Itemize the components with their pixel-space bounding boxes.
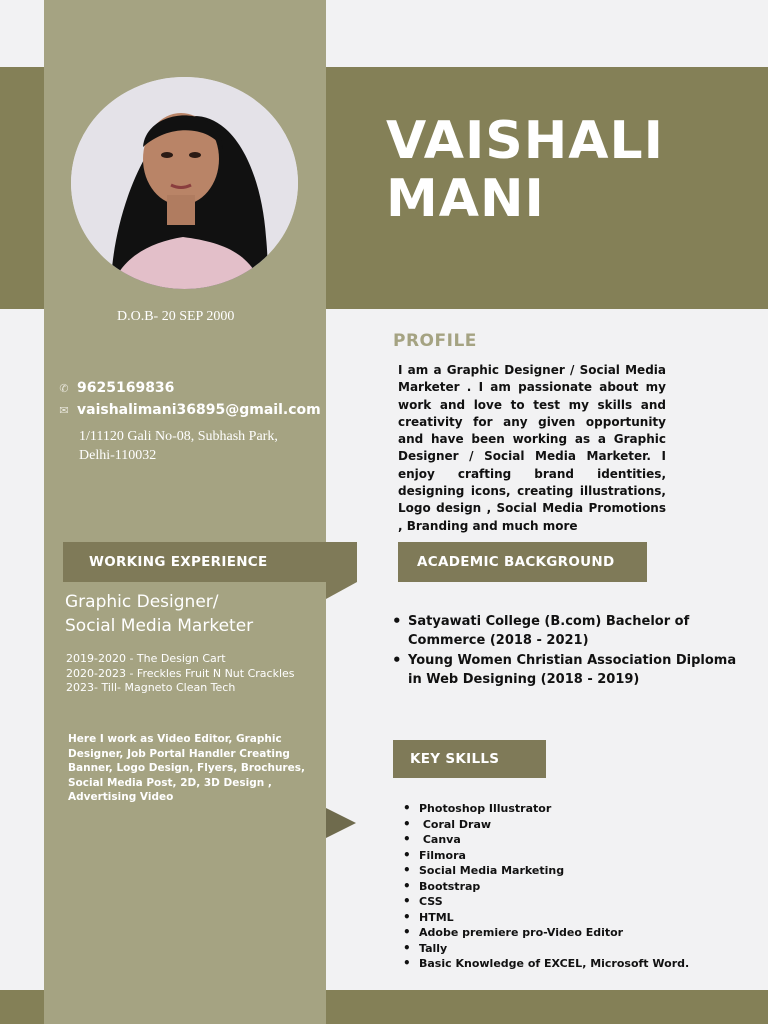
academic-list <box>390 612 750 690</box>
experience-ribbon-fold <box>326 582 357 599</box>
job-item: 2020-2023 - Freckles Fruit N Nut Crackles <box>66 666 295 680</box>
skill-item: • CSS <box>403 894 689 910</box>
skill-item: • Coral Draw <box>403 817 689 833</box>
academic-background-heading <box>398 542 647 582</box>
academic-background-label: ACADEMIC BACKGROUND <box>417 554 615 570</box>
skill-item: • Tally <box>403 941 689 957</box>
phone-icon: ✆ <box>59 381 69 395</box>
skill-item: • Photoshop Illustrator <box>403 801 689 817</box>
job-title <box>65 590 253 638</box>
profile-heading: PROFILE <box>393 331 477 351</box>
working-experience-label: WORKING EXPERIENCE <box>89 554 268 570</box>
job-description: Here I work as Video Editor, Graphic Designer, Job Portal Handler Creating Banner, Logo Design, Flyers, Brochures, Social Media Post, 2D, 3D Design , Advertising Video <box>68 733 305 803</box>
portrait-illustration <box>71 77 298 289</box>
name-line-2: MANI <box>386 169 545 229</box>
skill-item: • Basic Knowledge of EXCEL, Microsoft Word. <box>403 956 689 972</box>
skill-item: • Bootstrap <box>403 879 689 895</box>
skill-item: • Social Media Marketing <box>403 863 689 879</box>
academic-item: • Young Women Christian Association Diploma in Web Designing (2018 - 2019) <box>390 651 750 689</box>
phone-row <box>58 380 174 396</box>
phone-number: 9625169836 <box>77 380 175 396</box>
key-skills-heading <box>393 740 546 778</box>
candidate-name <box>386 112 664 228</box>
email-address: vaishalimani36895@gmail.com <box>77 402 321 418</box>
job-title-line-1: Graphic Designer/ <box>65 592 219 612</box>
skill-item: • HTML <box>403 910 689 926</box>
name-line-1: VAISHALI <box>386 111 665 171</box>
job-list <box>66 652 295 696</box>
skills-pointer-arrow <box>326 808 356 838</box>
address-line-1: 1/11120 Gali No-08, Subhash Park, <box>79 429 278 444</box>
profile-photo <box>71 77 298 289</box>
email-row <box>58 402 321 418</box>
skills-list <box>403 801 689 972</box>
address-line-2: Delhi-110032 <box>79 448 157 463</box>
key-skills-label: KEY SKILLS <box>410 751 500 767</box>
date-of-birth: D.O.B- 20 SEP 2000 <box>117 309 235 324</box>
skill-item: • Canva <box>403 832 689 848</box>
job-title-line-2: Social Media Marketer <box>65 616 254 636</box>
academic-item: • Satyawati College (B.com) Bachelor of Commerce (2018 - 2021) <box>390 612 750 650</box>
profile-text: I am a Graphic Designer / Social Media Marketer . I am passionate about my work and love to test my skills and creativity for any given opportunity and have been working as a Graphic Designer / Social Media Marketer. I enjoy crafting brand identities, designing icons, creating illustrations, Logo design , Social Media Promotions , Branding and much more <box>398 363 666 533</box>
working-experience-heading <box>63 542 357 582</box>
job-item: 2019-2020 - The Design Cart <box>66 652 226 665</box>
envelope-icon: ✉ <box>59 403 69 417</box>
skill-item: • Adobe premiere pro-Video Editor <box>403 925 689 941</box>
address <box>79 427 319 465</box>
skill-item: • Filmora <box>403 848 689 864</box>
job-item: 2023- Till- Magneto Clean Tech <box>66 681 236 694</box>
